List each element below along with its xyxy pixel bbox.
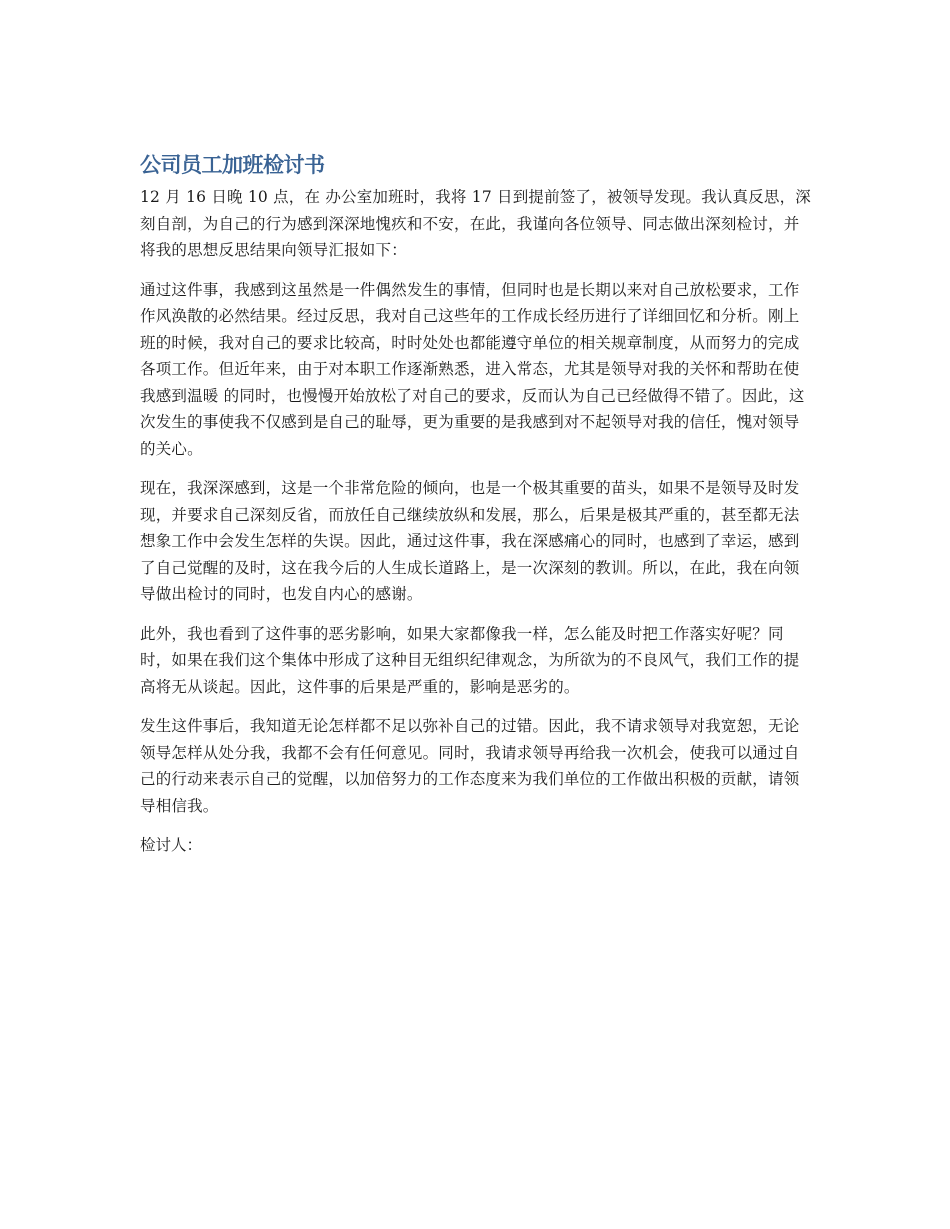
paragraph-intro: 12 月 16 日晚 10 点，在 办公室加班时，我将 17 日到提前签了，被领导发现。我认真反思，深刻自剖，为自己的行为感到深深地愧疚和不安，在此，我谨向各位领导、同志做出深刻检讨，并将我的思想反思结果向领导汇报如下： [140,188,812,259]
paragraph-danger: 现在，我深深感到，这是一个非常危险的倾向，也是一个极其重要的苗头，如果不是领导及时发现，并要求自己深刻反省，而放任自己继续放纵和发展，那么，后果是极其严重的，甚至都无法想象工作中会发生怎样的失误。因此，通过这件事，我在深感痛心的同时，也感到了幸运，感到了自己觉醒的及时，这在我今后的人生成长道路上，是一次深刻的教训。所以，在此，我在向领导做出检讨的同时，也发自内心的感谢。 [140,479,800,603]
document-title: 公司员工加班检讨书 [140,153,325,177]
paragraph-request: 发生这件事后，我知道无论怎样都不足以弥补自己的过错。因此，我不请求领导对我宽恕，无论领导怎样从处分我，我都不会有任何意见。同时，我请求领导再给我一次机会，使我可以通过自己的行动来表示自己的觉醒，以加倍努力的工作态度来为我们单位的工作做出积极的贡献，请领导相信我。 [140,717,800,815]
paragraph-impact: 此外，我也看到了这件事的恶劣影响，如果大家都像我一样，怎么能及时把工作落实好呢？同时，如果在我们这个集体中形成了这种目无组织纪律观念，为所欲为的不良风气，我们工作的提高将无从谈起。因此，这件事的后果是严重的，影响是恶劣的。 [140,624,800,696]
paragraph-reflection: 通过这件事，我感到这虽然是一件偶然发生的事情，但同时也是长期以来对自己放松要求，工作作风涣散的必然结果。经过反思，我对自己这些年的工作成长经历进行了详细回忆和分析。刚上班的时候，我对自己的要求比较高，时时处处也都能遵守单位的相关规章制度，从而努力的完成各项工作。但近年来，由于对本职工作逐渐熟悉，进入常态，尤其是领导对我的关怀和帮助在使我感到温暖 的同时，也慢慢开始放松了对自己的要求，反而认为自己已经做得不错了。因此，这次发生的事使我不仅感到是自己的耻辱，更为重要的是我感到对不起领导对我的信任，愧对领导的关心。 [140,280,805,458]
document-page [140,150,812,859]
signature-label: 检讨人： [140,836,203,854]
